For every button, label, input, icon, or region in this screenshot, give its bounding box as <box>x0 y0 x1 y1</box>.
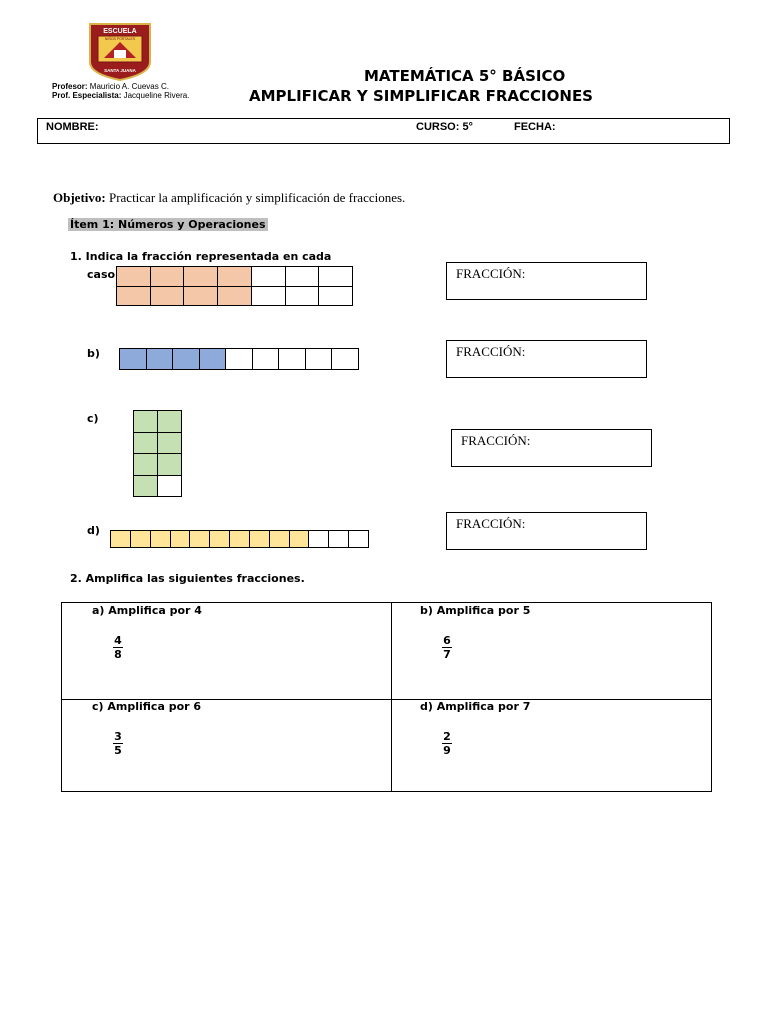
answer-box-a[interactable] <box>446 262 647 300</box>
specialist-label: Prof. Especialista: <box>52 91 122 100</box>
answer-label-a: FRACCIÓN: <box>456 266 526 281</box>
answer-label-b: FRACCIÓN: <box>456 344 526 359</box>
amplify-label-c: c) Amplifica por 6 <box>92 700 202 713</box>
grid-c-cell <box>134 454 158 476</box>
question2-text: 2. Amplifica las siguientes fracciones. <box>70 572 305 585</box>
amplify-cell-a[interactable] <box>62 603 391 699</box>
question1-text-cont: caso <box>87 268 116 281</box>
grid-d-cell <box>349 531 369 548</box>
question1-text: 1. Indica la fracción representada en cada <box>70 250 332 263</box>
logo-text-bottom: SANTA JUANA <box>104 68 136 73</box>
grid-a-cell <box>218 267 252 287</box>
specialist-line <box>52 91 189 101</box>
grid-a-cell <box>184 287 218 307</box>
part-letter-b: b) <box>87 347 100 360</box>
denominator-c: 5 <box>114 744 122 757</box>
grid-a-cell <box>319 267 353 287</box>
logo-text-top: ESCUELA <box>103 28 137 35</box>
grid-a-cell <box>184 267 218 287</box>
answer-label-c: FRACCIÓN: <box>461 433 531 448</box>
grid-d-cell <box>151 531 171 548</box>
numerator-d: 2 <box>443 730 451 743</box>
page-title: MATEMÁTICA 5° BÁSICO <box>364 67 566 85</box>
answer-box-d[interactable] <box>446 512 647 550</box>
grid-b-cell <box>306 349 333 370</box>
denominator-a: 8 <box>114 648 122 661</box>
grid-d-cell <box>250 531 270 548</box>
grid-b-cell <box>120 349 147 370</box>
amplify-cell-d[interactable] <box>392 700 712 792</box>
grid-c-cell <box>134 411 158 433</box>
grid-b-cell <box>226 349 253 370</box>
grid-d-cell <box>309 531 329 548</box>
denominator-d: 9 <box>443 744 451 757</box>
grid-a-cell <box>252 267 286 287</box>
fraction-grid-c <box>133 410 182 497</box>
grid-c-cell <box>158 454 182 476</box>
page-subtitle: AMPLIFICAR Y SIMPLIFICAR FRACCIONES <box>249 87 593 105</box>
grid-b-cell <box>173 349 200 370</box>
objective <box>53 190 405 206</box>
grid-b-cell <box>147 349 174 370</box>
grid-d-cell <box>131 531 151 548</box>
grid-c-cell <box>158 433 182 455</box>
fraction-a <box>113 634 123 662</box>
amplify-cell-c[interactable] <box>62 700 391 792</box>
grid-d-cell <box>210 531 230 548</box>
grid-a-cell <box>252 287 286 307</box>
teacher-label: Profesor: <box>52 82 88 91</box>
objective-label: Objetivo: <box>53 190 106 205</box>
grid-b-cell <box>253 349 280 370</box>
amplify-cell-b[interactable] <box>392 603 712 699</box>
grid-a-cell <box>151 287 185 307</box>
grid-d-cell <box>290 531 310 548</box>
grid-a-cell <box>319 287 353 307</box>
grid-b-cell <box>332 349 359 370</box>
fraction-b <box>442 634 452 662</box>
denominator-b: 7 <box>443 648 451 661</box>
amplify-label-a: a) Amplifica por 4 <box>92 604 202 617</box>
name-label: NOMBRE: <box>46 121 99 133</box>
fraction-c <box>113 730 123 758</box>
grid-d-cell <box>270 531 290 548</box>
fraction-d <box>442 730 452 758</box>
grid-a-cell <box>151 267 185 287</box>
student-info-bar <box>37 118 730 144</box>
grid-a-cell <box>286 287 320 307</box>
part-letter-c: c) <box>87 412 99 425</box>
fraction-grid-a <box>116 266 353 306</box>
answer-box-c[interactable] <box>451 429 652 467</box>
numerator-c: 3 <box>114 730 122 743</box>
course-label: CURSO: 5° <box>416 121 473 133</box>
logo-text-mid: NIÑOS PORTALES <box>104 37 136 41</box>
fraction-grid-b <box>119 348 359 370</box>
fraction-grid-d <box>110 530 369 548</box>
grid-d-cell <box>230 531 250 548</box>
grid-b-cell <box>200 349 227 370</box>
amplify-label-b: b) Amplifica por 5 <box>420 604 531 617</box>
part-letter-d: d) <box>87 524 100 537</box>
grid-d-cell <box>171 531 191 548</box>
grid-a-cell <box>117 287 151 307</box>
date-label: FECHA: <box>514 121 556 133</box>
numerator-b: 6 <box>443 634 451 647</box>
grid-c-cell <box>134 476 158 498</box>
teacher-name: Mauricio A. Cuevas C. <box>89 82 169 91</box>
item1-heading: Ítem 1: Números y Operaciones <box>70 218 266 231</box>
grid-a-cell <box>286 267 320 287</box>
grid-c-cell <box>158 411 182 433</box>
grid-a-cell <box>218 287 252 307</box>
grid-c-cell <box>158 476 182 498</box>
specialist-name: Jacqueline Rivera. <box>123 91 190 100</box>
school-logo <box>88 22 152 82</box>
grid-d-cell <box>329 531 349 548</box>
amplify-label-d: d) Amplifica por 7 <box>420 700 531 713</box>
grid-b-cell <box>279 349 306 370</box>
grid-a-cell <box>117 267 151 287</box>
amplify-table <box>61 602 712 792</box>
numerator-a: 4 <box>114 634 122 647</box>
answer-label-d: FRACCIÓN: <box>456 516 526 531</box>
grid-d-cell <box>190 531 210 548</box>
answer-box-b[interactable] <box>446 340 647 378</box>
objective-text: Practicar la amplificación y simplificación de fracciones. <box>108 190 406 205</box>
grid-c-cell <box>134 433 158 455</box>
grid-d-cell <box>111 531 131 548</box>
